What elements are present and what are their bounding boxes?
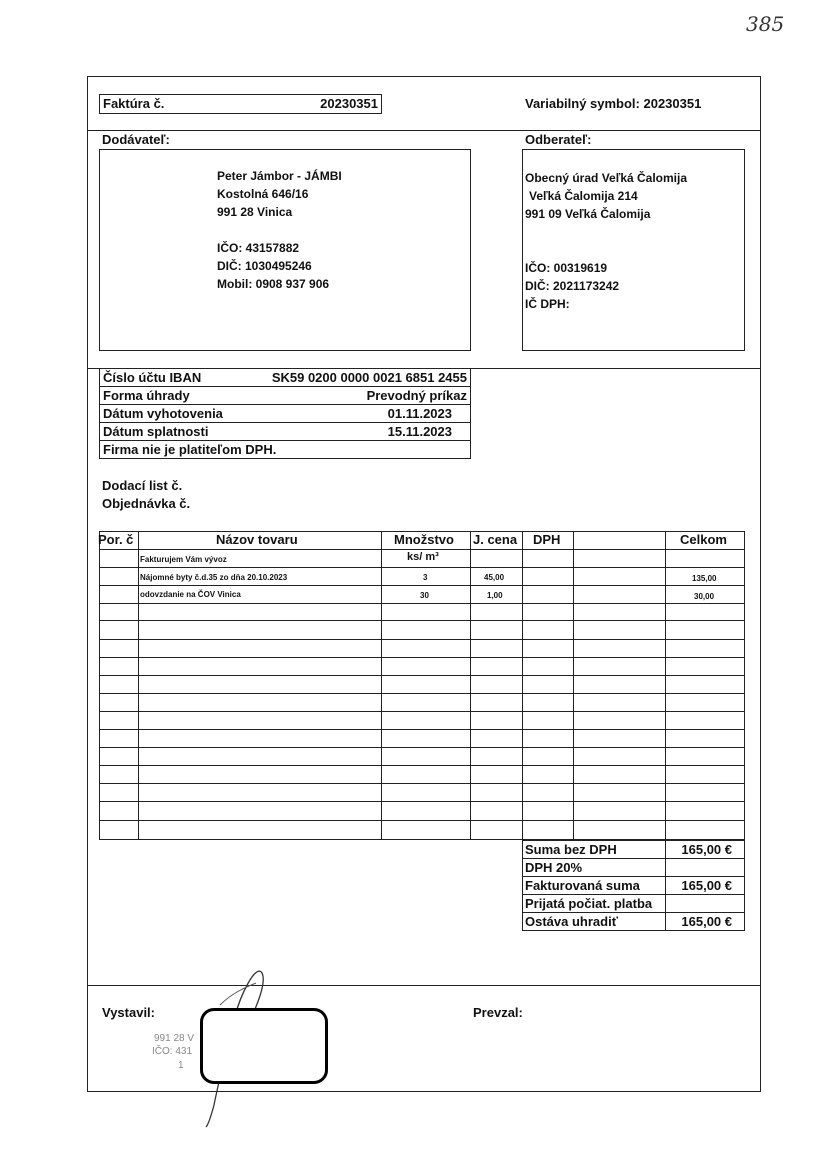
- issued-by-label: Vystavil:: [102, 1005, 155, 1020]
- row-line: [99, 567, 745, 568]
- supplier-line: Peter Jámbor - JÁMBI: [217, 169, 342, 183]
- customer-line: 991 09 Veľká Čalomija: [525, 207, 651, 221]
- totals-label: Suma bez DPH: [525, 842, 617, 857]
- supplier-dic: DIČ: 1030495246: [217, 259, 312, 273]
- page-mark: 385: [746, 12, 785, 36]
- row-line: [99, 729, 745, 730]
- unit-label: ks/ m³: [407, 551, 439, 563]
- col-header-no: Por. č: [98, 532, 134, 547]
- row-line: [99, 620, 745, 621]
- col-line: [99, 531, 100, 840]
- supplier-mobile: Mobil: 0908 937 906: [217, 277, 330, 291]
- item-price: 1,00: [487, 591, 503, 600]
- col-header-qty: Množstvo: [394, 532, 454, 547]
- payment-label: Firma nie je platiteľom DPH.: [103, 442, 277, 457]
- col-header-unit-price: J. cena: [473, 532, 518, 547]
- footer-divider: [87, 985, 761, 986]
- col-header-name: Názov tovaru: [216, 532, 298, 547]
- supplier-line: Kostolná 646/16: [217, 187, 309, 201]
- row-line: [99, 693, 745, 694]
- payment-row: [100, 369, 470, 387]
- supplier-ico: IČO: 43157882: [217, 241, 300, 255]
- totals-label: Fakturovaná suma: [525, 878, 640, 893]
- customer-heading: Odberateľ:: [525, 132, 592, 147]
- header-divider: [87, 130, 761, 131]
- totals-label: Ostáva uhradiť: [525, 914, 618, 929]
- invoice-number: 20230351: [320, 96, 378, 111]
- supplier-heading: Dodávateľ:: [102, 132, 170, 147]
- customer-line: Obecný úrad Veľká Čalomija: [525, 171, 688, 185]
- totals-box: [522, 840, 745, 931]
- customer-line: Veľká Čalomija 214: [529, 189, 638, 203]
- col-line: [470, 531, 471, 840]
- item-name: Nájomné byty č.d.35 zo dňa 20.10.2023: [140, 573, 288, 582]
- payment-box: [99, 368, 471, 459]
- customer-ico: IČO: 00319619: [525, 261, 608, 275]
- payment-value: 01.11.2023: [387, 406, 452, 421]
- totals-row: [523, 913, 744, 931]
- customer-box: [522, 149, 745, 351]
- col-header-vat: DPH: [533, 532, 561, 547]
- payment-label: Forma úhrady: [103, 388, 190, 403]
- item-qty: 30: [420, 591, 429, 600]
- row-line: [99, 801, 745, 802]
- order-number: Objednávka č.: [102, 496, 191, 511]
- item-price: 45,00: [484, 573, 505, 582]
- totals-value: 165,00 €: [681, 842, 732, 857]
- payment-row: [100, 387, 470, 405]
- variable-symbol: Variabilný symbol: 20230351: [525, 96, 702, 111]
- row-line: [99, 639, 745, 640]
- row-line: [99, 675, 745, 676]
- payment-value: Prevodný príkaz: [366, 388, 467, 403]
- col-header-total: Celkom: [680, 532, 727, 547]
- item-name: Fakturujem Vám vývoz: [140, 555, 227, 564]
- stamp-text: 991 28 V: [154, 1033, 195, 1044]
- received-by-label: Prevzal:: [473, 1005, 523, 1020]
- totals-value: 165,00 €: [681, 914, 732, 929]
- item-name: odovzdanie na ČOV Vinica: [140, 590, 241, 599]
- col-line: [665, 531, 666, 840]
- customer-ic-dph: IČ DPH:: [525, 297, 570, 311]
- row-line: [99, 820, 745, 821]
- payment-label: Dátum vyhotovenia: [103, 406, 223, 421]
- totals-row: [523, 877, 744, 895]
- redaction-box: [200, 1008, 328, 1084]
- supplier-box: [99, 149, 471, 351]
- row-line: [99, 747, 745, 748]
- customer-dic: DIČ: 2021173242: [525, 279, 620, 293]
- payment-label: Číslo účtu IBAN: [103, 370, 202, 385]
- stamp-text: IČO: 431: [152, 1046, 193, 1057]
- item-total: 135,00: [692, 574, 717, 583]
- payment-row: [100, 441, 470, 459]
- payment-value: 15.11.2023: [387, 424, 452, 439]
- row-line: [99, 765, 745, 766]
- row-line: [99, 585, 745, 586]
- payment-label: Dátum splatnosti: [103, 424, 209, 439]
- col-line: [573, 531, 574, 840]
- stamp-text: 1: [178, 1060, 184, 1071]
- invoice-number-box: [99, 94, 382, 114]
- totals-row: [523, 841, 744, 859]
- totals-row: [523, 859, 744, 877]
- totals-value: 165,00 €: [681, 878, 732, 893]
- totals-row: [523, 895, 744, 913]
- payment-value: SK59 0200 0000 0021 6851 2455: [271, 370, 467, 385]
- row-line: [99, 711, 745, 712]
- col-line: [381, 531, 382, 840]
- item-qty: 3: [423, 573, 428, 582]
- invoice-label: Faktúra č.: [103, 96, 165, 111]
- payment-row: [100, 423, 470, 441]
- row-line: [99, 603, 745, 604]
- totals-label: DPH 20%: [525, 860, 583, 875]
- item-total: 30,00: [694, 592, 715, 601]
- items-table: [99, 531, 745, 840]
- col-line: [744, 531, 745, 840]
- row-line: [99, 783, 745, 784]
- totals-label: Prijatá počiat. platba: [525, 896, 653, 911]
- delivery-note: Dodací list č.: [102, 478, 183, 493]
- row-line: [99, 549, 745, 550]
- payment-row: [100, 405, 470, 423]
- col-line: [138, 531, 139, 840]
- col-line: [522, 531, 523, 840]
- row-line: [99, 657, 745, 658]
- supplier-line: 991 28 Vinica: [217, 205, 293, 219]
